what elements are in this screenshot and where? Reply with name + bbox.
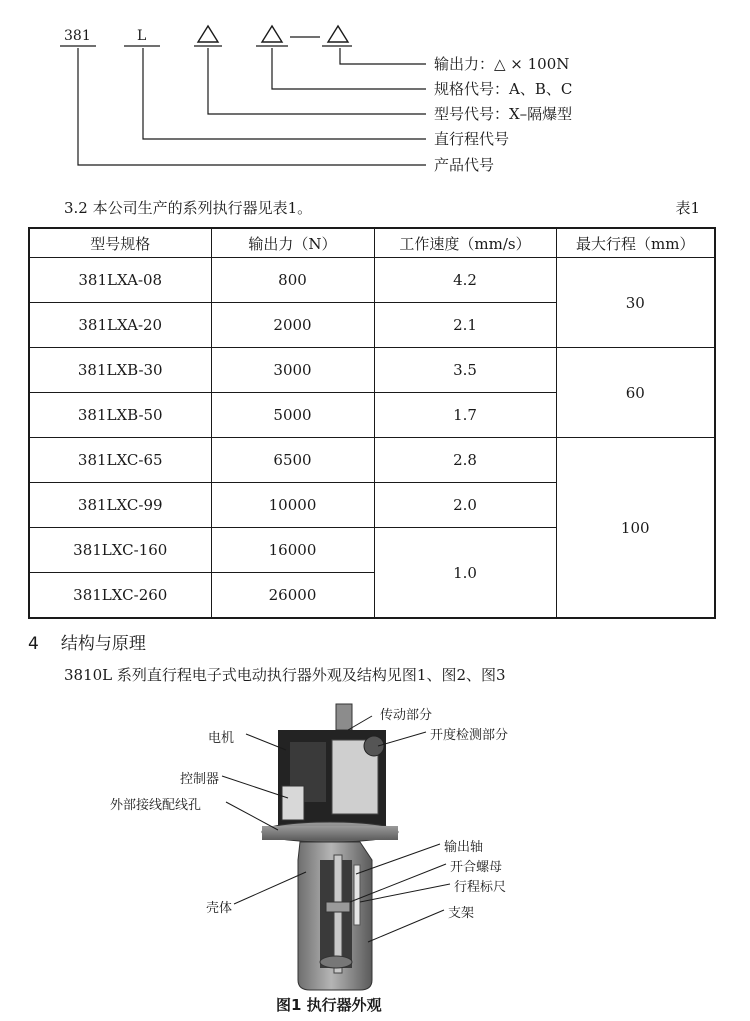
section-heading xyxy=(28,629,146,654)
triangle-symbol-3 xyxy=(328,26,348,42)
header-model: 型号规格 xyxy=(29,228,211,258)
callout-wiring-hole: 外部接线配线孔 xyxy=(110,798,202,813)
cell-force: 10000 xyxy=(211,483,374,528)
cell-model: 381LXC-160 xyxy=(29,528,211,573)
cell-force: 800 xyxy=(211,258,374,303)
cell-force: 5000 xyxy=(211,393,374,438)
cell-force: 26000 xyxy=(211,573,374,619)
intro-text: 3.2 本公司生产的系列执行器见表1。 xyxy=(64,199,313,217)
callout-opening-detect: 开度检测部分 xyxy=(430,728,509,743)
controller-board xyxy=(282,786,304,820)
callout-controller: 控制器 xyxy=(180,772,220,787)
section-number: 4 xyxy=(28,634,39,654)
cell-speed: 4.2 xyxy=(374,258,556,303)
cell-model: 381LXB-30 xyxy=(29,348,211,393)
cell-stroke: 100 xyxy=(556,438,715,619)
cell-force: 2000 xyxy=(211,303,374,348)
actuator-figure xyxy=(0,690,750,1021)
cell-speed: 2.0 xyxy=(374,483,556,528)
cell-speed: 2.8 xyxy=(374,438,556,483)
cell-force: 3000 xyxy=(211,348,374,393)
cell-model: 381LXC-99 xyxy=(29,483,211,528)
cell-speed: 1.7 xyxy=(374,393,556,438)
cell-stroke: 60 xyxy=(556,348,715,438)
callout-stroke-scale: 行程标尺 xyxy=(454,880,507,895)
cell-stroke: 30 xyxy=(556,258,715,348)
triangle-symbol-1 xyxy=(198,26,218,42)
actuator-illustration xyxy=(0,690,750,1021)
figure-caption: 图1 执行器外观 xyxy=(276,996,382,1014)
label-model-code: 型号代号：X–隔爆型 xyxy=(434,105,573,123)
header-force: 输出力（N） xyxy=(211,228,374,258)
cell-model: 381LXB-50 xyxy=(29,393,211,438)
callout-transmission: 传动部分 xyxy=(380,708,433,723)
table-header-row xyxy=(29,228,715,258)
callout-bracket: 支架 xyxy=(448,906,475,921)
table-number: 表1 xyxy=(675,199,700,217)
table-row xyxy=(29,438,715,483)
section-body: 3810L 系列直行程电子式电动执行器外观及结构见图1、图2、图3 xyxy=(64,666,506,684)
label-output-force: 输出力：△ × 100N xyxy=(434,55,570,73)
cell-model: 381LXA-08 xyxy=(29,258,211,303)
header-stroke: 最大行程（mm） xyxy=(556,228,715,258)
label-product-code: 产品代号 xyxy=(434,156,495,174)
header-speed: 工作速度（mm/s） xyxy=(374,228,556,258)
output-shaft-graphic xyxy=(334,855,342,973)
cell-force: 16000 xyxy=(211,528,374,573)
split-nut-graphic xyxy=(326,902,350,912)
triangle-symbol-2 xyxy=(262,26,282,42)
callout-motor: 电机 xyxy=(208,731,235,746)
cell-speed: 1.0 xyxy=(374,528,556,619)
callout-split-nut: 开合螺母 xyxy=(450,860,503,875)
cell-model: 381LXC-65 xyxy=(29,438,211,483)
code-product: 381 xyxy=(64,28,91,44)
cell-model: 381LXC-260 xyxy=(29,573,211,619)
model-code-diagram xyxy=(0,0,750,190)
cell-force: 6500 xyxy=(211,438,374,483)
cell-speed: 3.5 xyxy=(374,348,556,393)
label-spec-code: 规格代号：A、B、C xyxy=(434,80,573,98)
top-spindle xyxy=(336,704,352,730)
callout-housing: 壳体 xyxy=(206,901,233,916)
cell-speed: 2.1 xyxy=(374,303,556,348)
table-row xyxy=(29,348,715,393)
section-title: 结构与原理 xyxy=(60,634,146,654)
cell-model: 381LXA-20 xyxy=(29,303,211,348)
table-row xyxy=(29,258,715,303)
spec-table xyxy=(28,227,716,619)
detector-wheel xyxy=(364,736,384,756)
callout-output-shaft: 输出轴 xyxy=(444,840,484,855)
label-stroke-code: 直行程代号 xyxy=(434,130,510,148)
code-leader-lines xyxy=(0,0,750,190)
code-stroke: L xyxy=(137,28,147,44)
